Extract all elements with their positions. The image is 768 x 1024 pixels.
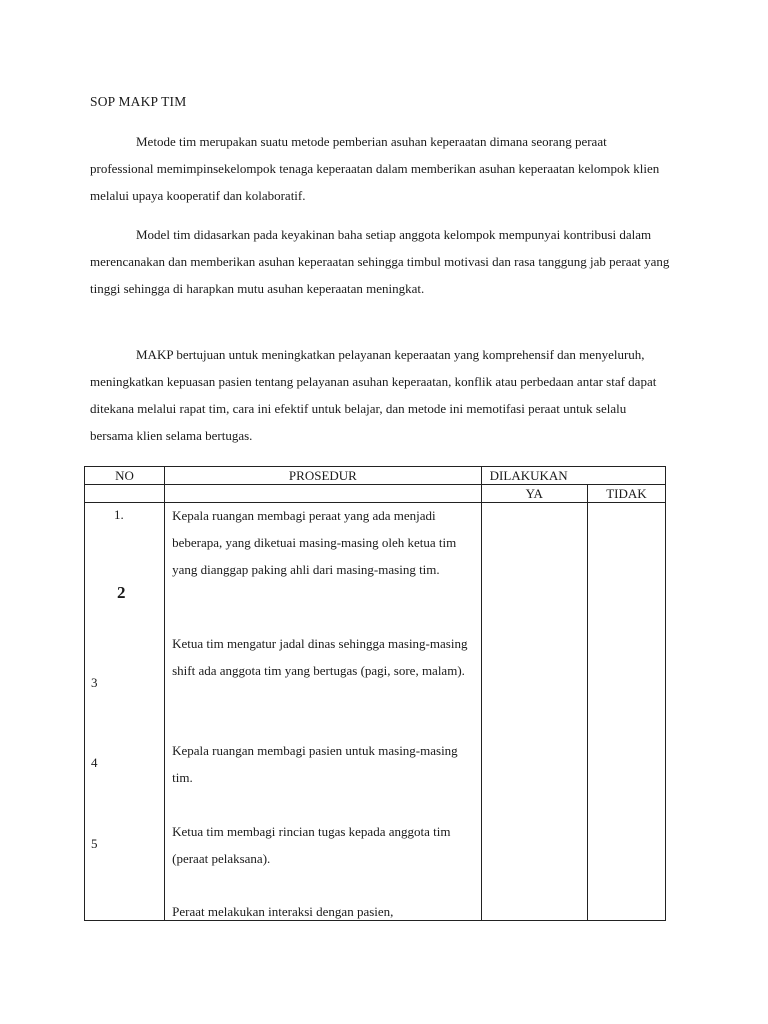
header-ya: YA (481, 485, 587, 503)
paragraph-2 (90, 221, 670, 302)
step-number-2: 2 (117, 583, 126, 602)
procedure-step-1: Kepala ruangan membagi peraat yang ada menjadi beberapa, yang diketuai masing-masing oleh ketua tim yang dianggap paking ahli dari masing-masing tim. (172, 508, 457, 577)
procedure-cell (165, 503, 482, 921)
document-title: SOP MAKP TIM (90, 94, 187, 109)
procedure-step-5: Peraat melakukan interaksi dengan pasien, (172, 904, 394, 919)
header-dilakukan: DILAKUKAN (481, 467, 665, 485)
paragraph-3 (90, 341, 670, 449)
header-no: NO (85, 467, 165, 485)
step-number-5: 5 (91, 836, 98, 851)
procedure-step-2: Ketua tim mengatur jadal dinas sehingga masing-masing shift ada anggota tim yang bertugas (pagi, sore, malam). (172, 636, 468, 678)
step-number-3: 3 (91, 675, 98, 690)
subheader-empty-no (85, 485, 165, 503)
table-subheader-row (85, 485, 666, 503)
number-cell (85, 503, 165, 921)
paragraph-1-text: Metode tim merupakan suatu metode pemberian asuhan keperaatan dimana seorang peraat professional memimpinsekelompok tenaga keperaatan dalam memberikan asuhan keperaatan kelompok klien melalui upaya kooperatif dan kolaboratif. (90, 134, 660, 203)
paragraph-1 (90, 128, 670, 209)
procedure-step-4: Ketua tim membagi rincian tugas kepada anggota tim (peraat pelaksana). (172, 824, 451, 866)
ya-cell (481, 503, 587, 921)
paragraph-2-text: Model tim didasarkan pada keyakinan baha setiap anggota kelompok mempunyai kontribusi dalam merencanakan dan memberikan asuhan keperaatan sehingga timbul motivasi dan rasa tanggung jab peraat yang tinggi sehingga di harapkan mutu asuhan keperaatan meningkat. (90, 227, 670, 296)
table-header-row (85, 467, 666, 485)
step-number-1: 1. (114, 507, 124, 522)
header-tidak: TIDAK (587, 485, 665, 503)
sop-table (84, 466, 666, 921)
procedure-step-3: Kepala ruangan membagi pasien untuk masing-masing tim. (172, 743, 458, 785)
paragraph-3-text: MAKP bertujuan untuk meningkatkan pelayanan keperaatan yang komprehensif dan menyeluruh, meningkatkan kepuasan pasien tentang pelayanan asuhan keperaatan, konflik atau perbedaan antar staf dapat ditekana melalui rapat tim, cara ini efektif untuk belajar, dan metode ini memotifasi peraat untuk selalu bersama klien selama bertugas. (90, 347, 657, 443)
step-number-4: 4 (91, 755, 98, 770)
tidak-cell (587, 503, 665, 921)
subheader-empty-prosedur (165, 485, 482, 503)
table-row (85, 503, 666, 921)
header-prosedur: PROSEDUR (165, 467, 482, 485)
